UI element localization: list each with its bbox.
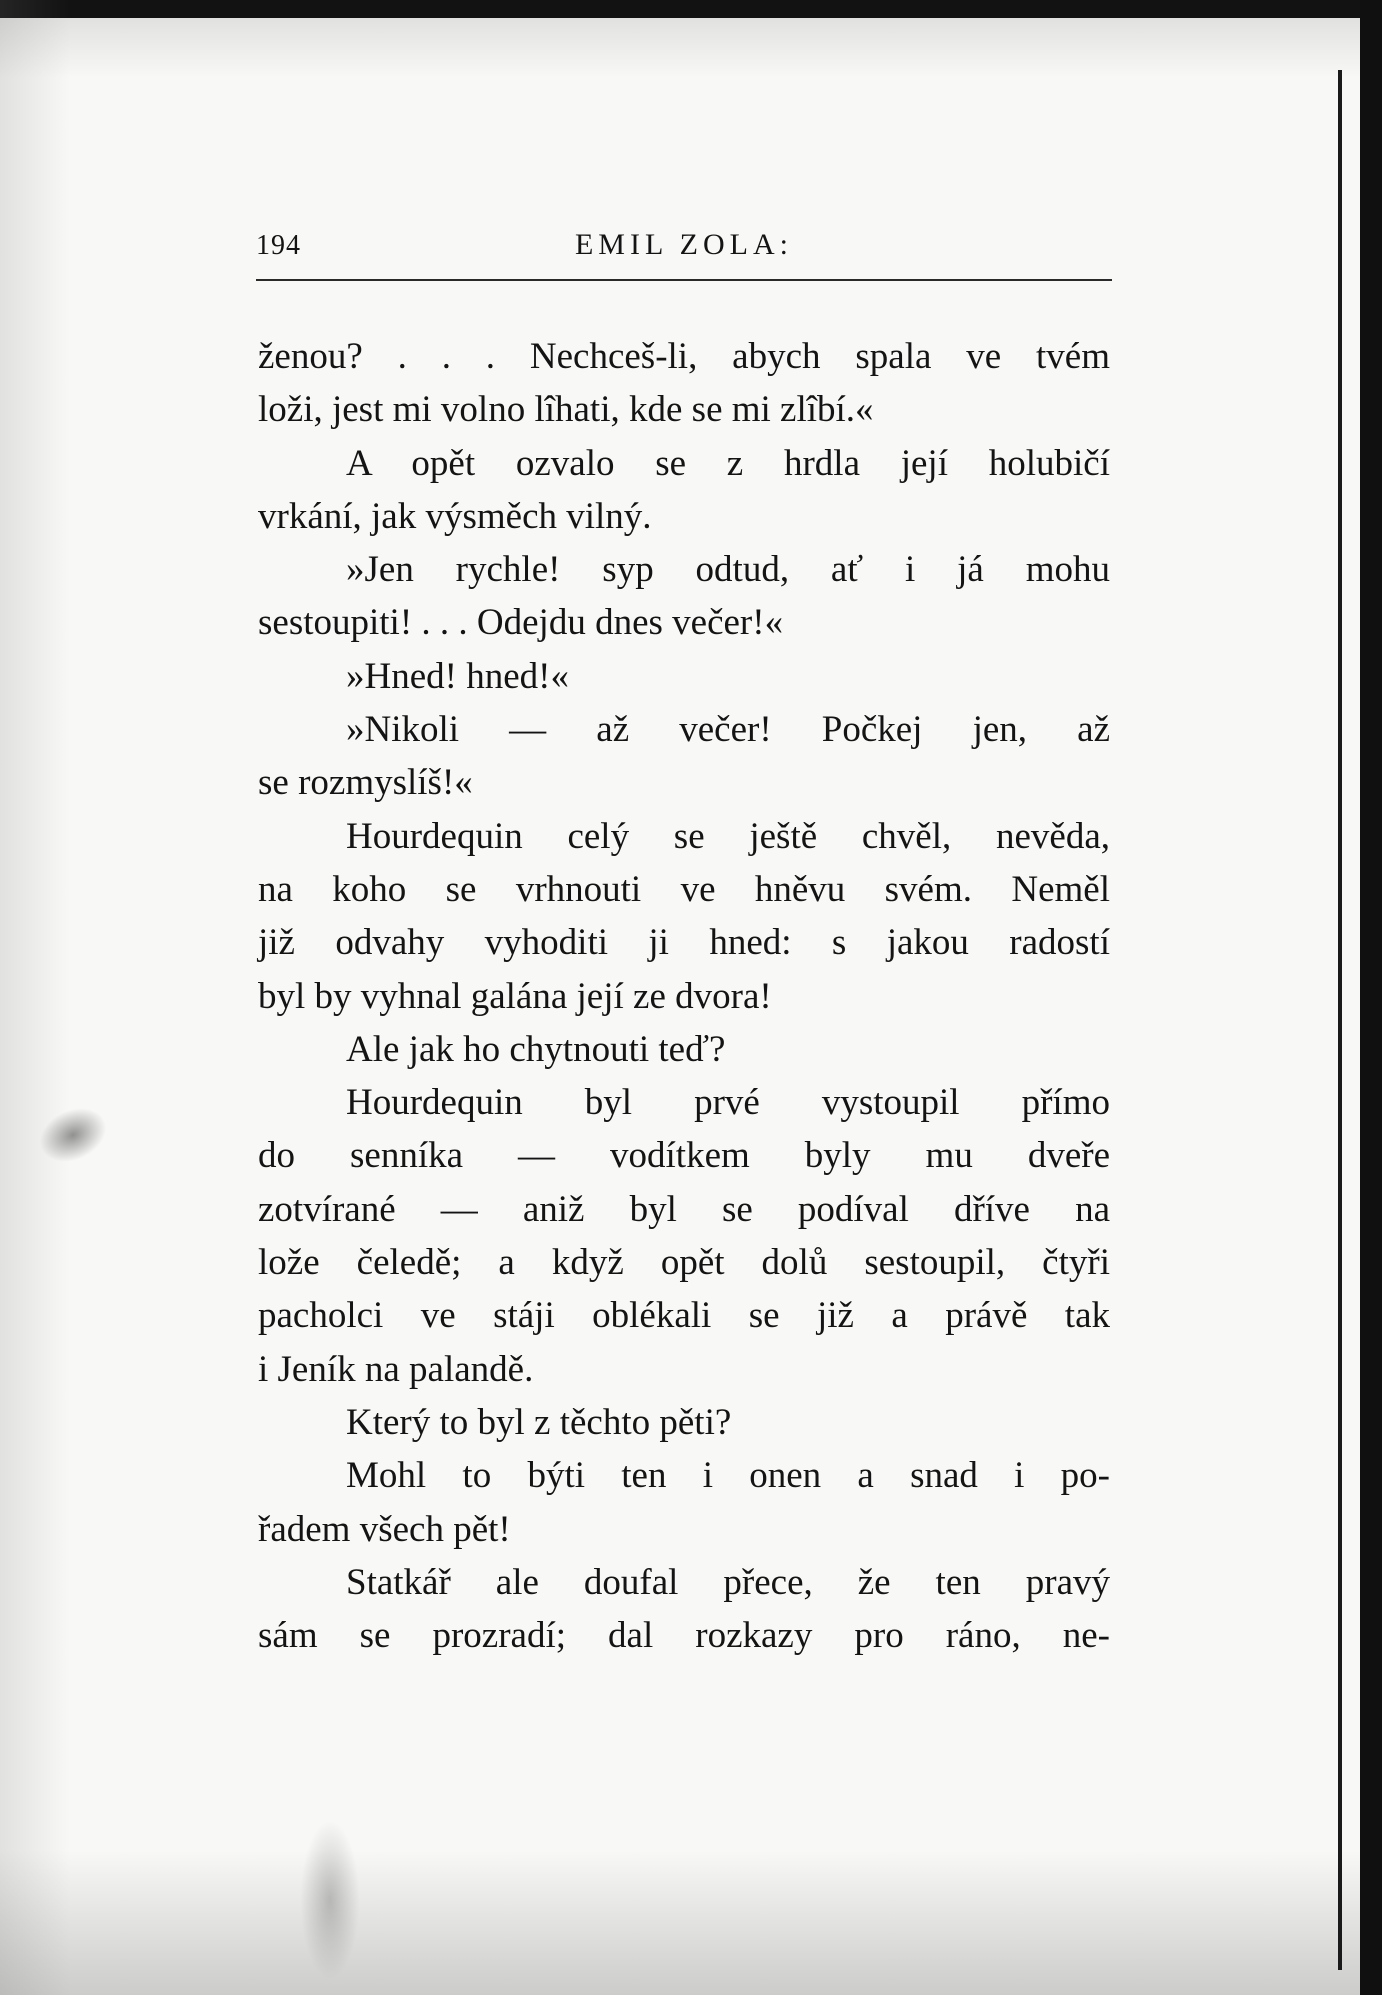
text-line: Statkář ale doufal přece, že ten pravý: [346, 1561, 1110, 1603]
text-line: do senníka — vodítkem byly mu dveře: [258, 1135, 1110, 1177]
scan-edge-top: [0, 0, 1382, 18]
text-line: sestoupiti! . . . Odejdu dnes večer!«: [258, 602, 784, 644]
body-text: [258, 330, 1110, 1662]
text-line: Který to byl z těchto pěti?: [346, 1401, 732, 1443]
text-line: lože čeledě; a když opět dolů sestoupil, čtyři: [258, 1242, 1110, 1284]
text-line: zotvírané — aniž byl se podíval dříve na: [258, 1188, 1110, 1230]
scan-edge-right-line: [1338, 70, 1342, 1970]
text-line: i Jeník na palandě.: [258, 1348, 534, 1390]
scan-shade-top: [0, 18, 1360, 78]
text-line: byl by vyhnal galána její ze dvora!: [258, 975, 772, 1017]
text-line: řadem všech pět!: [258, 1508, 511, 1550]
scan-shade-left: [0, 0, 70, 1995]
text-line: se rozmyslíš!«: [258, 762, 473, 804]
header-rule: [256, 279, 1112, 281]
text-line: »Hned! hned!«: [346, 655, 569, 697]
text-line: Mohl to býti ten i onen a snad i po-: [346, 1455, 1110, 1497]
running-head: EMIL ZOLA:: [574, 228, 794, 261]
text-line: ženou? . . . Nechceš-li, abych spala ve tvém: [258, 336, 1110, 377]
scan-shade-bottom: [0, 1850, 1360, 1995]
page-number: 194: [256, 230, 301, 261]
text-line: pacholci ve stáji oblékali se již a právě tak: [258, 1295, 1110, 1337]
text-line: A opět ozvalo se z hrdla její holubičí: [346, 442, 1110, 484]
text-line: Hourdequin celý se ještě chvěl, nevěda,: [346, 815, 1110, 857]
text-line: »Nikoli — až večer! Počkej jen, až: [346, 709, 1110, 751]
text-line: Hourdequin byl prvé vystoupil přímo: [346, 1082, 1110, 1124]
page-smudge-bottom: [300, 1820, 360, 1980]
page-header: [256, 222, 1112, 270]
text-line: již odvahy vyhoditi ji hned: s jakou radostí: [258, 922, 1110, 964]
text-line: sám se prozradí; dal rozkazy pro ráno, ne-: [258, 1615, 1110, 1657]
text-line: loži, jest mi volno lîhati, kde se mi zlîbí.«: [258, 389, 874, 431]
text-line: »Jen rychle! syp odtud, ať i já mohu: [346, 549, 1110, 591]
scan-edge-right: [1360, 0, 1382, 1995]
text-line: Ale jak ho chytnouti teď?: [346, 1028, 726, 1070]
text-line: na koho se vrhnouti ve hněvu svém. Neměl: [258, 868, 1110, 910]
text-line: vrkání, jak výsměch vilný.: [258, 495, 652, 537]
